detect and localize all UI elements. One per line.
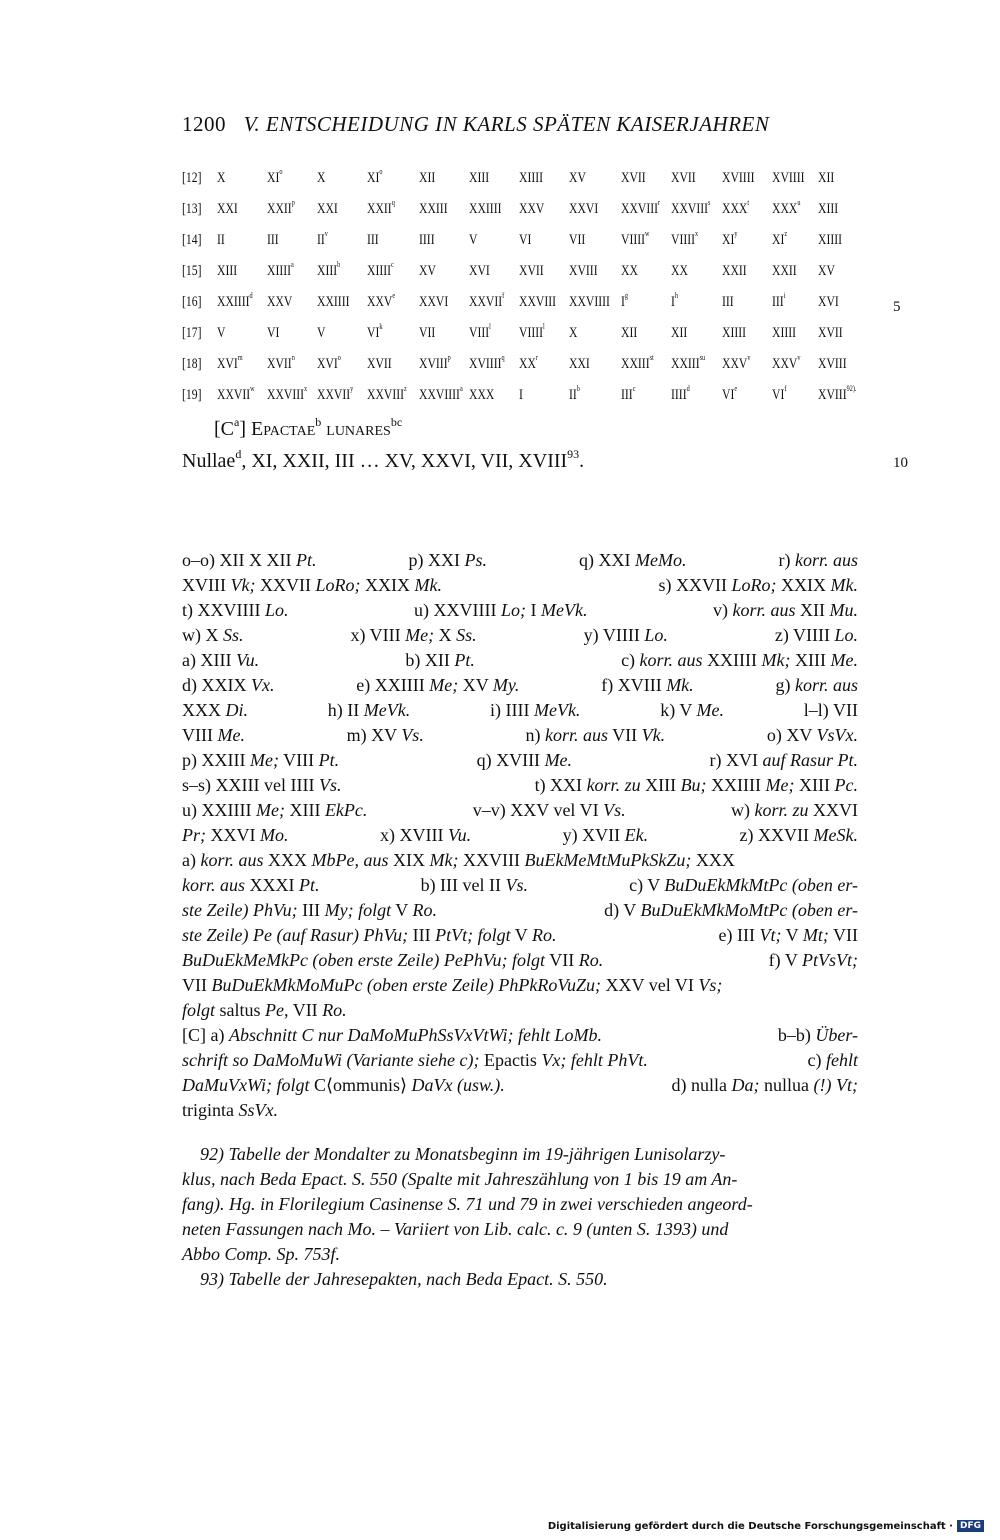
apparatus-entry: b) III vel II Vs.: [420, 875, 529, 895]
table-cell: XXVII$^y$: [317, 384, 354, 403]
table-cell: IIII$^d$: [671, 384, 690, 403]
table-cell: $XI^y$: [722, 229, 738, 248]
apparatus-entry: a) korr. aus XXX MbPe, aus XIX Mk; XXVIII BuEkMeMtMuPkSkZu; XXX: [182, 850, 735, 870]
table-cell: V: [317, 325, 326, 341]
page-number: 1200: [182, 112, 226, 136]
apparatus-line: [182, 973, 858, 998]
apparatus-line: [182, 873, 858, 898]
table-cell: VIIII$^l$: [519, 322, 545, 341]
row-label: [19]: [182, 387, 202, 403]
apparatus-line: [182, 673, 858, 698]
apparatus-line: [182, 698, 858, 723]
table-cell: XII: [818, 170, 835, 186]
table-cell: XVII$^n$: [267, 353, 295, 372]
table-cell: $II^v$: [317, 229, 328, 248]
apparatus-entry: v) korr. aus XII Mu.: [712, 600, 858, 620]
table-cell: XIIII: [818, 232, 843, 248]
table-cell: XXI: [217, 201, 238, 217]
table-cell: XVIIII$^q$: [469, 353, 505, 372]
row-label: [13]: [182, 201, 202, 217]
apparatus-entry: c) V BuDuEkMkMtPc (oben er-: [629, 875, 858, 895]
footnote-line: klus, nach Beda Epact. S. 550 (Spalte mit Jahreszählung von 1 bis 19 am An-: [182, 1169, 738, 1189]
table-cell: XXVIII$^x$: [267, 384, 308, 403]
footnote-line: fang). Hg. in Florilegium Casinense S. 71 und 79 in zwei verschieden angeord-: [182, 1194, 753, 1214]
table-cell: XVIII: [569, 263, 598, 279]
apparatus-entry: k) V Me.: [660, 700, 725, 720]
table-cell: X: [317, 170, 326, 186]
table-cell: XV: [419, 263, 436, 279]
table-cell: II: [217, 232, 225, 248]
table-cell: III: [722, 294, 734, 310]
apparatus-entry: a) XIII Vu.: [182, 650, 260, 670]
footnotes: [182, 1142, 858, 1292]
apparatus-entry: [C] a) Abschnitt C nur DaMoMuPhSsVxVtWi; fehlt LoMb.: [182, 1025, 602, 1045]
table-cell: IIII: [419, 232, 435, 248]
table-cell: $XX^r$: [519, 353, 538, 372]
apparatus-entry: DaMuVxWi; folgt C⟨ommunis⟩ DaVx (usw.).: [182, 1075, 505, 1095]
table-cell: $XI^z$: [772, 229, 788, 248]
apparatus-entry: v–v) XXV vel VI Vs.: [472, 800, 626, 820]
table-cell: XXX: [469, 387, 495, 403]
table-cell: $VI^f$: [772, 384, 787, 403]
table-cell: XXII$^q$: [367, 198, 395, 217]
apparatus-line: [182, 1023, 858, 1048]
table-cell: XXIIII: [469, 201, 502, 217]
running-header: [182, 112, 769, 137]
table-cell: $I^g$: [621, 291, 629, 310]
table-cell: XXVIII$^z$: [367, 384, 407, 403]
table-cell: III: [267, 232, 279, 248]
apparatus-entry: XXX Di.: [182, 700, 248, 720]
row-label: [17]: [182, 325, 202, 341]
table-cell: XXX$^u$: [772, 198, 801, 217]
table-cell: XXV$^v$: [772, 353, 801, 372]
table-cell: XXVIIII$^a$: [419, 384, 463, 403]
apparatus-entry: u) XXVIIII Lo; I MeVk.: [414, 600, 588, 620]
table-cell: XXIIIst: [621, 353, 654, 372]
footnote-line: Abbo Comp. Sp. 753f.: [182, 1244, 341, 1264]
apparatus-entry: n) korr. aus VII Vk.: [525, 725, 666, 745]
table-cell: VI: [267, 325, 280, 341]
apparatus-entry: f) V PtVsVt;: [768, 950, 858, 970]
apparatus-entry: ste Zeile) Pe (auf Rasur) PhVu; III PtVt; folgt V Ro.: [182, 925, 557, 945]
apparatus-entry: q) XVIII Me.: [476, 750, 573, 770]
apparatus-entry: r) XVI auf Rasur Pt.: [709, 750, 858, 770]
table-cell: XIII: [469, 170, 490, 186]
critical-apparatus: [182, 548, 858, 1123]
table-cell: XXVIIII: [569, 294, 610, 310]
table-cell: XXII: [772, 263, 797, 279]
apparatus-entry: d) V BuDuEkMkMoMtPc (oben er-: [604, 900, 858, 920]
apparatus-entry: t) XXVIIII Lo.: [182, 600, 289, 620]
apparatus-line: [182, 898, 858, 923]
apparatus-entry: u) XXIIII Me; XIII EkPc.: [182, 800, 368, 820]
table-cell: XXV$^v$: [722, 353, 751, 372]
table-cell: XVII: [621, 170, 646, 186]
table-cell: XII: [621, 325, 638, 341]
table-cell: $XI^o$: [267, 167, 283, 186]
table-cell: XVI: [818, 294, 839, 310]
table-cell: XXIIII: [317, 294, 350, 310]
footnote-line: 92) Tabelle der Mondalter zu Monatsbeginn im 19-jährigen Lunisolarzy-: [200, 1144, 726, 1164]
apparatus-entry: d) XXIX Vx.: [182, 675, 275, 695]
apparatus-entry: t) XXI korr. zu XIII Bu; XXIIII Me; XIII Pc.: [534, 775, 858, 795]
apparatus-entry: q) XXI MeMo.: [578, 550, 687, 570]
apparatus-line: [182, 1048, 858, 1073]
apparatus-line: [182, 598, 858, 623]
apparatus-line: [182, 948, 858, 973]
apparatus-entry: VII BuDuEkMkMoMuPc (oben erste Zeile) PhPkRoVuZu; XXV vel VI Vs;: [182, 975, 723, 995]
apparatus-entry: w) korr. zu XXVI: [730, 800, 858, 820]
row-label: [12]: [182, 170, 202, 186]
apparatus-entry: m) XV Vs.: [346, 725, 424, 745]
apparatus-entry: x) XVIII Vu.: [379, 825, 472, 845]
table-cell: XXVI: [419, 294, 449, 310]
table-cell: XVI: [469, 263, 490, 279]
table-cell: XIII: [217, 263, 238, 279]
table-cell: VII: [419, 325, 436, 341]
apparatus-entry: e) III Vt; V Mt; VII: [718, 925, 858, 945]
table-cell: XXI: [317, 201, 338, 217]
table-cell: $II^b$: [569, 384, 580, 403]
apparatus-entry: h) II MeVk.: [327, 700, 411, 720]
table-cell: XVI$^o$: [317, 353, 341, 372]
table-cell: VIe: [722, 384, 738, 403]
table-cell: III$^i$: [772, 291, 786, 310]
apparatus-entry: z) VIIII Lo.: [774, 625, 858, 645]
table-cell: XXII$^p$: [267, 198, 295, 217]
apparatus-line: [182, 723, 858, 748]
apparatus-line: [182, 773, 858, 798]
table-cell: XXVIII$^r$: [621, 198, 661, 217]
table-cell: XXV: [519, 201, 545, 217]
apparatus-entry: korr. aus XXXI Pt.: [182, 875, 320, 895]
footnote-line: 93) Tabelle der Jahresepakten, nach Beda Epact. S. 550.: [200, 1269, 608, 1289]
apparatus-line: [182, 998, 858, 1023]
apparatus-entry: g) korr. aus: [775, 675, 858, 695]
apparatus-entry: BuDuEkMeMkPc (oben erste Zeile) PePhVu; folgt VII Ro.: [182, 950, 604, 970]
table-cell: XVIII$^p$: [419, 353, 451, 372]
table-cell: XIII$^b$: [317, 260, 341, 279]
apparatus-entry: e) XXIIII Me; XV My.: [356, 675, 520, 695]
apparatus-entry: p) XXIII Me; VIII Pt.: [182, 750, 340, 770]
apparatus-entry: w) X Ss.: [182, 625, 244, 645]
apparatus-entry: c) fehlt: [807, 1050, 858, 1070]
table-cell: I: [519, 387, 523, 403]
table-cell: XX: [621, 263, 638, 279]
row-label: [15]: [182, 263, 202, 279]
table-cell: XVIIII: [772, 170, 805, 186]
table-cell: XXX$^t$: [722, 198, 750, 217]
table-cell: $XI^o$: [367, 167, 383, 186]
line-number-10: 10: [893, 455, 908, 471]
table-cell: XIIII$^c$: [367, 260, 394, 279]
apparatus-entry: y) VIIII Lo.: [583, 625, 668, 645]
apparatus-line: [182, 548, 858, 573]
table-cell: X: [217, 170, 226, 186]
apparatus-entry: c) korr. aus XXIIII Mk; XIII Me.: [621, 650, 858, 670]
apparatus-entry: r) korr. aus: [778, 550, 858, 570]
table-cell: XVIIII: [722, 170, 755, 186]
table-cell: XXVI: [569, 201, 599, 217]
apparatus-entry: b–b) Über-: [777, 1025, 858, 1045]
table-cell: VI: [519, 232, 532, 248]
apparatus-line: [182, 1098, 858, 1123]
apparatus-entry: x) VIII Me; X Ss.: [350, 625, 477, 645]
table-cell: XXVe: [367, 291, 396, 310]
table-cell: XIIII: [722, 325, 747, 341]
footer-credit: Digitalisierung gefördert durch die Deutsche Forschungsgemeinschaft · DFG: [548, 1520, 984, 1532]
table-cell: XIII: [818, 201, 839, 217]
table-cell: III: [367, 232, 379, 248]
apparatus-entry: i) IIII MeVk.: [489, 700, 581, 720]
table-cell: XVI$^m$: [217, 353, 243, 372]
apparatus-entry: b) XII Pt.: [405, 650, 475, 670]
table-cell: $XXIII^{su}$: [671, 353, 706, 372]
table-cell: XV: [569, 170, 586, 186]
table-cell: V: [217, 325, 226, 341]
apparatus-line: [182, 823, 858, 848]
apparatus-entry: f) XVIII Mk.: [601, 675, 694, 695]
apparatus-entry: l–l) VII: [803, 700, 858, 720]
epactae-values: Nullae$^d$, XI, XXII, III … XV, XXVI, VII, XVIII$^{93}$.: [182, 447, 585, 472]
apparatus-entry: d) nulla Da; nullua (!) Vt;: [671, 1075, 858, 1095]
table-cell: VIII$^l$: [469, 322, 491, 341]
dfg-logo: DFG: [957, 1520, 984, 1532]
apparatus-entry: o–o) XII X XII Pt.: [182, 550, 317, 570]
apparatus-line: [182, 848, 858, 873]
apparatus-entry: z) XXVII MeSk.: [739, 825, 858, 845]
table-cell: $VI^k$: [367, 322, 383, 341]
chapter-title: V. ENTSCHEIDUNG IN KARLS SPÄTEN KAISERJAHREN: [243, 112, 770, 136]
apparatus-entry: XVIII Vk; XXVII LoRo; XXIX Mk.: [182, 575, 442, 595]
table-cell: XXVIII: [519, 294, 557, 310]
footnote-line: neten Fassungen nach Mo. – Variiert von Lib. calc. c. 9 (unten S. 1393) und: [182, 1219, 729, 1239]
table-cell: XVII: [818, 325, 843, 341]
apparatus-line: [182, 748, 858, 773]
apparatus-line: [182, 923, 858, 948]
table-cell: XVIII: [818, 356, 847, 372]
apparatus-entry: triginta SsVx.: [182, 1100, 278, 1120]
table-cell: XII: [671, 325, 688, 341]
table-cell: VII: [569, 232, 586, 248]
row-label: [18]: [182, 356, 202, 372]
apparatus-line: [182, 623, 858, 648]
table-cell: XXI: [569, 356, 590, 372]
table-cell: XXII: [722, 263, 747, 279]
table-cell: VIIII$^x$: [671, 229, 699, 248]
apparatus-entry: o) XV VsVx.: [766, 725, 858, 745]
table-cell: XII: [419, 170, 436, 186]
table-cell: XV: [818, 263, 835, 279]
apparatus-line: [182, 1073, 858, 1098]
apparatus-line: [182, 798, 858, 823]
apparatus-entry: p) XXI Ps.: [408, 550, 487, 570]
row-label: [14]: [182, 232, 202, 248]
table-cell: VIIII$^w$: [621, 229, 650, 248]
table-cell: XIIII: [519, 170, 544, 186]
table-cell: XVII: [519, 263, 544, 279]
table-cell: XXIIII$^d$: [217, 291, 253, 310]
table-cell: $I^h$: [671, 291, 679, 310]
apparatus-entry: s) XXVII LoRo; XXIX Mk.: [658, 575, 858, 595]
row-label: [16]: [182, 294, 202, 310]
table-cell: XIIII: [772, 325, 797, 341]
apparatus-entry: s–s) XXIII vel IIII Vs.: [182, 775, 342, 795]
apparatus-entry: folgt saltus Pe, VII Ro.: [182, 1000, 347, 1020]
table-cell: III$^c$: [621, 384, 636, 403]
table-cell: XXVII$^f$: [469, 291, 505, 310]
table-cell: XX: [671, 263, 688, 279]
apparatus-entry: ste Zeile) PhVu; III My; folgt V Ro.: [182, 900, 437, 920]
table-cell: XXIII: [419, 201, 448, 217]
table-cell: XIIII$^a$: [267, 260, 294, 279]
section-c-heading: $[C^a]$ Epactae$^b$ lunares$^{bc}$: [214, 415, 403, 440]
apparatus-entry: Pr; XXVI Mo.: [182, 825, 289, 845]
table-cell: XXV: [267, 294, 293, 310]
table-cell: $XVIII^{92).}$: [818, 384, 857, 403]
table-cell: XVII: [367, 356, 392, 372]
table-cell: X: [569, 325, 578, 341]
apparatus-line: [182, 648, 858, 673]
table-cell: V: [469, 232, 478, 248]
table-cell: XXVIII$^s$: [671, 198, 711, 217]
apparatus-entry: schrift so DaMoMuWi (Variante siehe c); Epactis Vx; fehlt PhVt.: [182, 1050, 648, 1070]
apparatus-entry: y) XVII Ek.: [562, 825, 649, 845]
apparatus-entry: VIII Me.: [182, 725, 245, 745]
line-number-5: 5: [893, 299, 901, 315]
apparatus-line: [182, 573, 858, 598]
table-cell: XVII: [671, 170, 696, 186]
table-cell: XXVII$^w$: [217, 384, 255, 403]
